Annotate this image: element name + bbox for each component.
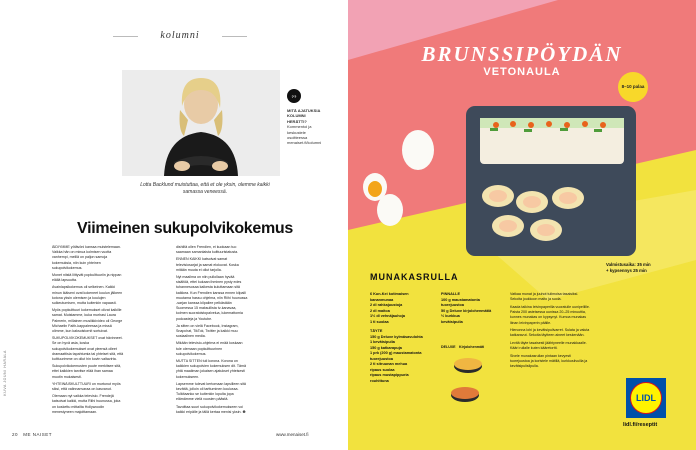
page-footer-url: www.menaiset.fi [276, 432, 309, 437]
ingredient: 2 tl sitruunan mehua [370, 362, 408, 366]
magazine-name: ME NAISET [23, 432, 53, 437]
columnist-photo [122, 70, 280, 176]
instruction-step: Sivele munakasrullan pintaan kevyesti tuorejuustoa ja koristele mätillä, kurkkusiivuilla ja kevätsipulisilpulla. [510, 354, 588, 369]
recipe-url: lidl.fi/reseptit [623, 422, 658, 428]
paragraph: Myös popkulttuuri kokemukset olivat kaikille samat. Muistamme, kuka murhasi Laura Palmerin, millainen musiikkivideo oli George Michaelin Faith-kappaleessa ja missä olimme, kun kaksoistornit sortuivat. [52, 308, 123, 334]
egg [402, 130, 434, 170]
servings-badge: 8–10 palaa [618, 72, 648, 102]
ingredient: 1½ dl vehnäjauhoja [370, 314, 406, 318]
paragraph: YHTEINÄISKULTTUURI on murtunut myös siksi, että valinnanvaraa on kasvanut. [52, 381, 121, 392]
paragraph: Mikään televisio-ohjelma ei enää koskaan tule olemaan popkulttuurinen sukupolvikokemus. [176, 341, 243, 356]
paragraph: Sukupolvikokemusten puute merkitsee sitä, ettei kaikkien tarvitse elää ihan samaa muotin mukaisesti. [52, 364, 122, 379]
ingredient: ripaus suolaa [370, 367, 395, 372]
comment-badge: ?? [287, 89, 301, 103]
paragraph: SUKUPOLVIKOKEMUKSET ovat hävinneet. Se on hyvä asia, koska sukupolvikokemukset ovat yleensä olleet dramaattisia tapahtumia tai yhteiset sitä, että kulttuurimme on ollut hin kovin valtavirta. [52, 336, 124, 362]
article-headline: Viimeinen sukupolvikokemus [77, 220, 293, 237]
ingredients-list-2 [441, 292, 496, 325]
ingredient: 1 prk (200 g) maustamatonta tuorejuustoa [370, 351, 422, 361]
side-note-body: Kommentoi ja keskustele osoitteessa menaiset.fi/kolumni [287, 124, 322, 146]
instruction-step: Hienonna lohi ja kevätsipulivarret. Sulata ja valuta katkaravut. Sekoita täytteen aineet keskenään. [510, 328, 590, 338]
ingredient: 100 g maustamatonta tuorejuustoa [441, 297, 480, 307]
side-note-heading: MITÄ AJATUKSIA KOLUMNI HERÄTTI? [287, 108, 321, 124]
divider-line [222, 36, 247, 37]
page-footer-left [12, 432, 52, 437]
ingredient: rouhittuna [370, 378, 389, 383]
ingredient: 2 dl rahkajuustoja [370, 303, 403, 307]
product-sublabel: Kirjolohenmäti [459, 345, 485, 349]
recipe-instructions [510, 292, 590, 372]
paragraph: ENNEN KAIKKI katsoivat samat televisiosarjat ja samat elokuvat. Koska mitään muuta ei ollut tarjolla. [176, 257, 239, 272]
columnist-photo-illustration [122, 70, 280, 176]
ingredient: ½ kurkkua [441, 314, 460, 318]
ingredient: 150 g katkarapuja [370, 345, 402, 350]
paragraph: Ja sitten on vielä Facebook, Instagram, Snapchat, TikTok, Twitter ja kaikki muu sosiaalinen media. [176, 323, 239, 339]
lidl-logo-text: LIDL [630, 382, 662, 414]
side-note [287, 108, 321, 146]
recipe-title: MUNAKASRULLA [370, 272, 459, 282]
paragraph: Monet niistä liittyvät popkulttuuriin ja nippan eläliä lapsuutta. [52, 273, 122, 283]
photo-credit: KUVA JOUNI HARALA [3, 350, 7, 396]
instruction-step: Levitä täyte tasaisesti jäähtyneelle munakkaalle. Kääri rullalle kuten kääretortti. [510, 341, 587, 351]
cook-time: + kypsennys 25 min [606, 268, 647, 274]
recipe-page-subtitle: VETONAULA [483, 66, 561, 78]
ingredient: kevätsipulia [441, 319, 463, 324]
instruction-step: Kaada taikina leivinpaperilla vuoratulle uunipellille. Paista 200 asteisessa uunissa 20–25 minuuttia, kunnes munakas on kypsynyt. Kumoa munakas liinan leivinpaperin päälle. [510, 304, 590, 325]
ingredient: 6 Kun-Kei kotimaisen kananmunaa [370, 292, 409, 302]
ingredient: 150 g Deluxe kylmäsavulohta [370, 334, 423, 339]
lidl-logo [626, 378, 666, 418]
cooking-times [606, 262, 651, 274]
product-images [441, 345, 496, 415]
product-jar-icon [441, 353, 496, 413]
article-column-1 [52, 245, 124, 417]
paragraph: Avainlapsikokemus oli selkeinen. Kaikki minun ikäiseni ovat kokeneet koulun jälkeen kotona yksin olemisen ja koulujen sulkeutumisen, mutta kuitenkin vapaasti. [52, 285, 123, 306]
section-label: kolumni [160, 30, 200, 41]
paragraph: Lapsemme tulevat kertomaan lapsilleen sitä kevättä, jolloin oli tarttuminen koulussa. Tulkitaanko se kuitenkin lopulta jopa elämämme vielä vuosien päästä. [176, 381, 246, 402]
divider-line [113, 36, 138, 37]
ingredient-heading: PINNALLE [441, 292, 460, 296]
paragraph: dishiltä ollen Frendien, ei kuokaan tuo saamaan samanlaista kulttuuristatusta. [176, 245, 239, 255]
instruction-step: Vatkaa munat ja juuhot tulimoisa tasaisiksi. Sekoita joukkoon maito ja suola. [510, 292, 579, 302]
prep-time: Valmistusaika: 35 min [606, 262, 651, 267]
ingredient: 1 kevätsipulia [370, 340, 395, 344]
ingredient: 1 tl suolaa [370, 319, 389, 324]
ingredient-heading: TÄYTE [370, 329, 383, 333]
paragraph: Tavoittaa suuri sukupolvikokemukseen voi kaikki eripälle ja tällä kertaa menisi yksin. ❶ [176, 404, 246, 414]
article-column-2 [176, 245, 248, 417]
product-label: DELUXE [441, 345, 456, 349]
ingredient: ripaus mustapippuria [370, 373, 409, 377]
paragraph: MUTTA SITTEN tuli korona. Korona on kaikkien sukupolvien kokemuksen dit. Tämä yhtä maailman jokaisen ajatukset yhteisesti kokemukseen. [176, 359, 247, 379]
page-number: 20 [12, 432, 19, 437]
ingredient: 50 g Deluxe kirjolohenmätiä [441, 308, 492, 313]
photo-caption: Lotta Backlund muistuttaa, että et ole yksin, olemme kaikki samassa veneessä. [140, 182, 270, 195]
ingredients-list-1 [370, 292, 425, 384]
paragraph: Olemaan nyt vaikka televisio. Frendejä katsoivat kaikki, mutta Riihi huunussa, joka on koskettu mittailta Hollywoodin menestyneen majoittamaan. [52, 394, 121, 414]
recipe-page-title: BRUNSSIPÖYDÄN [421, 42, 623, 66]
egg [377, 194, 403, 226]
paragraph: ÄIDIYMME yötävöni kanssa muistelemaan. Vaikka hän on minua kolmisen vuotta vanhempi, meillä on paljon samoja kokemuksia, niin kuin yhteinen sukupolvikokemus. [52, 245, 121, 270]
paragraph: Nyt maailma on niin pullollaan hyvää sisältöä, ettei kukaan ihminen pysty edes tuhannesosaa kaikesta kuluttamaan sitä kaikkea. Kun Frendien kanssa ennen kilpaili muutama hassu ohjelma, niin Riihi huunussa -sarjan kanssa kilpailee pelkästään Suomessa 15 maksullista tv-kanavaa, kolmen suoratoistopalvelua, lukemattomia podcasteja ja Youtube. [176, 275, 248, 321]
right-page [348, 0, 696, 450]
ingredient: 2 dl maitoa [370, 308, 390, 313]
